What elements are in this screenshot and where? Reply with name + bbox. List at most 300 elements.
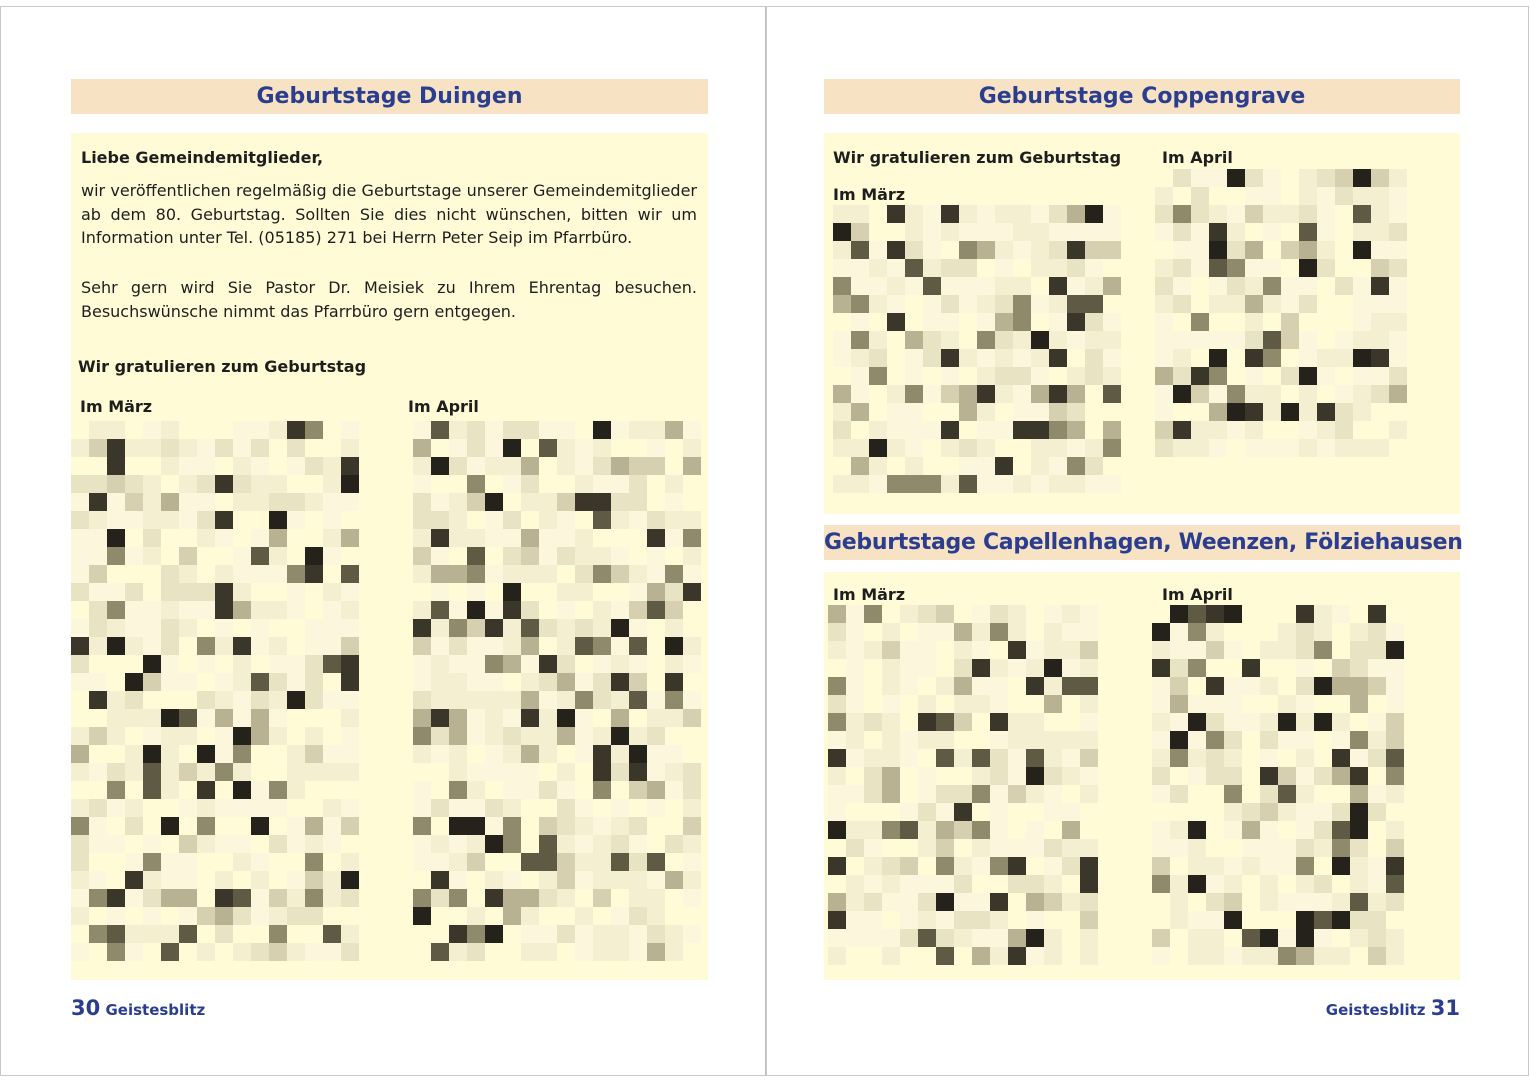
redaction-cell xyxy=(1281,313,1299,331)
redaction-cell xyxy=(251,835,269,853)
redaction-cell xyxy=(431,529,449,547)
redaction-cell xyxy=(521,511,539,529)
redaction-cell xyxy=(1188,623,1206,641)
redaction-cell xyxy=(972,911,990,929)
redaction-cell xyxy=(215,817,233,835)
redaction-cell xyxy=(269,727,287,745)
redaction-cell xyxy=(1263,205,1281,223)
redaction-cell xyxy=(323,781,341,799)
redaction-cell xyxy=(1067,331,1085,349)
redaction-cell xyxy=(215,907,233,925)
redaction-cell xyxy=(323,871,341,889)
redaction-cell xyxy=(71,889,89,907)
redaction-cell xyxy=(521,655,539,673)
redaction-cell xyxy=(71,421,89,439)
redaction-cell xyxy=(1389,187,1407,205)
redaction-cell xyxy=(161,673,179,691)
redaction-cell xyxy=(1332,785,1350,803)
redaction-cell xyxy=(977,331,995,349)
redaction-cell xyxy=(683,943,701,961)
redaction-cell xyxy=(954,605,972,623)
redaction-cell xyxy=(341,925,359,943)
redaction-cell xyxy=(665,871,683,889)
redaction-cell xyxy=(1044,911,1062,929)
redaction-cell xyxy=(1299,313,1317,331)
redaction-cell xyxy=(449,709,467,727)
redaction-cell xyxy=(107,889,125,907)
redaction-cell xyxy=(1026,785,1044,803)
redaction-cell xyxy=(1080,947,1098,965)
redaction-cell xyxy=(990,803,1008,821)
redaction-cell xyxy=(107,619,125,637)
redaction-cell xyxy=(1296,803,1314,821)
redaction-cell xyxy=(683,475,701,493)
redaction-cell xyxy=(449,547,467,565)
redaction-cell xyxy=(143,763,161,781)
redaction-cell xyxy=(233,619,251,637)
redaction-cell xyxy=(89,691,107,709)
redaction-cell xyxy=(305,889,323,907)
redaction-cell xyxy=(611,475,629,493)
redaction-cell xyxy=(611,691,629,709)
redaction-cell xyxy=(1296,659,1314,677)
redaction-cell xyxy=(251,871,269,889)
redaction-cell xyxy=(413,691,431,709)
redaction-cell xyxy=(1026,803,1044,821)
redaction-cell xyxy=(431,907,449,925)
redaction-cell xyxy=(71,673,89,691)
redaction-cell xyxy=(233,583,251,601)
redaction-cell xyxy=(71,637,89,655)
redaction-cell xyxy=(449,511,467,529)
redaction-cell xyxy=(1278,857,1296,875)
redaction-cell xyxy=(828,929,846,947)
redaction-cell xyxy=(1155,367,1173,385)
redaction-cell xyxy=(936,785,954,803)
redaction-cell xyxy=(995,259,1013,277)
redaction-cell xyxy=(521,943,539,961)
redaction-cell xyxy=(1386,677,1404,695)
redaction-cell xyxy=(828,947,846,965)
redaction-cell xyxy=(233,835,251,853)
redaction-cell xyxy=(305,709,323,727)
redaction-cell xyxy=(161,493,179,511)
redaction-cell xyxy=(1008,803,1026,821)
redaction-cell xyxy=(941,223,959,241)
redaction-cell xyxy=(869,421,887,439)
redaction-cell xyxy=(89,547,107,565)
redaction-cell xyxy=(1103,403,1121,421)
redaction-cell xyxy=(503,745,521,763)
redaction-cell xyxy=(233,889,251,907)
redaction-cell xyxy=(629,565,647,583)
redaction-cell xyxy=(846,929,864,947)
redaction-cell xyxy=(869,259,887,277)
redaction-cell xyxy=(1335,403,1353,421)
redaction-cell xyxy=(1386,731,1404,749)
redaction-cell xyxy=(1209,385,1227,403)
redaction-cell xyxy=(179,529,197,547)
redaction-cell xyxy=(1368,623,1386,641)
redaction-cell xyxy=(1296,911,1314,929)
redaction-cell xyxy=(215,853,233,871)
redaction-cell xyxy=(1281,241,1299,259)
redaction-cell xyxy=(828,695,846,713)
redaction-cell xyxy=(683,745,701,763)
redaction-cell xyxy=(882,785,900,803)
redaction-cell xyxy=(521,475,539,493)
redaction-cell xyxy=(305,655,323,673)
redaction-cell xyxy=(1013,367,1031,385)
redaction-cell xyxy=(197,889,215,907)
redaction-cell xyxy=(287,943,305,961)
redaction-cell xyxy=(125,709,143,727)
redaction-cell xyxy=(485,421,503,439)
redaction-cell xyxy=(1278,875,1296,893)
redaction-cell xyxy=(1044,857,1062,875)
redaction-cell xyxy=(449,583,467,601)
redaction-cell xyxy=(918,749,936,767)
redaction-cell xyxy=(287,529,305,547)
redaction-cell xyxy=(557,763,575,781)
redaction-cell xyxy=(611,601,629,619)
redaction-cell xyxy=(647,763,665,781)
redaction-cell xyxy=(449,475,467,493)
redacted-names-april xyxy=(413,421,701,966)
redaction-cell xyxy=(954,929,972,947)
redaction-cell xyxy=(539,601,557,619)
redaction-cell xyxy=(1085,421,1103,439)
redaction-cell xyxy=(1173,331,1191,349)
redaction-cell xyxy=(1227,259,1245,277)
redaction-cell xyxy=(485,889,503,907)
redaction-cell xyxy=(1350,821,1368,839)
redaction-cell xyxy=(977,475,995,493)
redaction-cell xyxy=(71,817,89,835)
redaction-cell xyxy=(1044,749,1062,767)
redaction-cell xyxy=(287,673,305,691)
redaction-cell xyxy=(882,875,900,893)
redaction-cell xyxy=(972,695,990,713)
redaction-cell xyxy=(287,835,305,853)
redaction-cell xyxy=(467,907,485,925)
redaction-cell xyxy=(611,421,629,439)
redaction-cell xyxy=(1152,911,1170,929)
redaction-cell xyxy=(1350,839,1368,857)
redaction-cell xyxy=(1335,439,1353,457)
redaction-cell xyxy=(900,749,918,767)
redaction-cell xyxy=(1260,713,1278,731)
redaction-cell xyxy=(431,781,449,799)
redaction-cell xyxy=(215,547,233,565)
redaction-cell xyxy=(900,821,918,839)
redaction-cell xyxy=(941,385,959,403)
redaction-cell xyxy=(179,547,197,565)
redaction-cell xyxy=(431,637,449,655)
redaction-cell xyxy=(1245,205,1263,223)
redaction-cell xyxy=(647,853,665,871)
redaction-cell xyxy=(1335,331,1353,349)
redaction-cell xyxy=(467,565,485,583)
redaction-cell xyxy=(557,673,575,691)
redaction-cell xyxy=(851,385,869,403)
redaction-cell xyxy=(1227,331,1245,349)
redaction-cell xyxy=(936,893,954,911)
redaction-cell xyxy=(864,731,882,749)
redaction-cell xyxy=(161,583,179,601)
redaction-cell xyxy=(1155,421,1173,439)
redaction-cell xyxy=(1044,641,1062,659)
redaction-cell xyxy=(269,889,287,907)
redaction-cell xyxy=(503,709,521,727)
redaction-cell xyxy=(1332,659,1350,677)
redaction-cell xyxy=(828,731,846,749)
redaction-cell xyxy=(125,511,143,529)
redaction-cell xyxy=(1278,947,1296,965)
redaction-cell xyxy=(1227,385,1245,403)
redaction-cell xyxy=(833,439,851,457)
redaction-cell xyxy=(977,313,995,331)
redaction-cell xyxy=(1242,911,1260,929)
redaction-cell xyxy=(647,817,665,835)
redaction-cell xyxy=(233,655,251,673)
redaction-cell xyxy=(900,677,918,695)
redaction-cell xyxy=(629,907,647,925)
redaction-cell xyxy=(1224,713,1242,731)
redaction-cell xyxy=(215,457,233,475)
redaction-cell xyxy=(305,619,323,637)
redaction-cell xyxy=(918,929,936,947)
redaction-cell xyxy=(1332,623,1350,641)
redaction-cell xyxy=(107,583,125,601)
redaction-cell xyxy=(1191,187,1209,205)
redaction-cell xyxy=(1044,947,1062,965)
redaction-cell xyxy=(161,475,179,493)
redaction-cell xyxy=(1350,623,1368,641)
redaction-cell xyxy=(977,385,995,403)
redaction-cell xyxy=(1103,205,1121,223)
redaction-cell xyxy=(1080,893,1098,911)
redaction-cell xyxy=(959,385,977,403)
redaction-cell xyxy=(323,655,341,673)
redaction-cell xyxy=(611,907,629,925)
redaction-cell xyxy=(1049,439,1067,457)
redaction-cell xyxy=(89,637,107,655)
redaction-cell xyxy=(990,767,1008,785)
redaction-cell xyxy=(990,731,1008,749)
redaction-cell xyxy=(287,763,305,781)
redaction-cell xyxy=(71,745,89,763)
redaction-cell xyxy=(887,259,905,277)
redaction-cell xyxy=(846,731,864,749)
redaction-cell xyxy=(918,767,936,785)
redaction-cell xyxy=(593,619,611,637)
redaction-cell xyxy=(954,785,972,803)
redaction-cell xyxy=(1031,385,1049,403)
redaction-cell xyxy=(71,565,89,583)
redaction-cell xyxy=(918,677,936,695)
redaction-cell xyxy=(1008,839,1026,857)
redaction-cell xyxy=(1278,605,1296,623)
redaction-cell xyxy=(1026,677,1044,695)
redaction-cell xyxy=(864,605,882,623)
redaction-cell xyxy=(990,947,1008,965)
redaction-cell xyxy=(1299,223,1317,241)
redaction-cell xyxy=(467,637,485,655)
redaction-cell xyxy=(1080,785,1098,803)
redaction-cell xyxy=(972,893,990,911)
redaction-cell xyxy=(1008,659,1026,677)
redaction-cell xyxy=(1170,731,1188,749)
redaction-cell xyxy=(1155,223,1173,241)
redaction-cell xyxy=(1170,857,1188,875)
redaction-cell xyxy=(341,673,359,691)
redaction-cell xyxy=(1389,331,1407,349)
redaction-cell xyxy=(1026,821,1044,839)
redacted-names-coppengrave-march xyxy=(833,205,1121,510)
redaction-cell xyxy=(629,745,647,763)
redaction-cell xyxy=(1173,187,1191,205)
redaction-cell xyxy=(900,893,918,911)
redaction-cell xyxy=(665,943,683,961)
redaction-cell xyxy=(89,493,107,511)
redaction-cell xyxy=(89,727,107,745)
redaction-cell xyxy=(251,727,269,745)
redaction-cell xyxy=(161,601,179,619)
redaction-cell xyxy=(1332,749,1350,767)
redaction-cell xyxy=(1314,767,1332,785)
redaction-cell xyxy=(1278,677,1296,695)
redaction-cell xyxy=(341,511,359,529)
redaction-cell xyxy=(1026,857,1044,875)
redaction-cell xyxy=(1242,821,1260,839)
redaction-cell xyxy=(557,709,575,727)
redaction-cell xyxy=(972,713,990,731)
redaction-cell xyxy=(1245,277,1263,295)
redaction-cell xyxy=(1067,439,1085,457)
title-coppengrave: Geburtstage Coppengrave xyxy=(824,79,1460,114)
redaction-cell xyxy=(995,367,1013,385)
redaction-cell xyxy=(251,547,269,565)
redaction-cell xyxy=(887,223,905,241)
redaction-cell xyxy=(431,493,449,511)
redaction-cell xyxy=(593,727,611,745)
redaction-cell xyxy=(1188,659,1206,677)
redaction-cell xyxy=(1353,241,1371,259)
redaction-cell xyxy=(923,223,941,241)
title-duingen: Geburtstage Duingen xyxy=(71,79,708,114)
redaction-cell xyxy=(305,475,323,493)
redaction-cell xyxy=(941,457,959,475)
redaction-cell xyxy=(1008,857,1026,875)
redaction-cell xyxy=(1188,767,1206,785)
redaction-cell xyxy=(1013,205,1031,223)
redaction-cell xyxy=(1170,659,1188,677)
redaction-cell xyxy=(882,659,900,677)
redaction-cell xyxy=(1245,367,1263,385)
redaction-cell xyxy=(1103,457,1121,475)
redaction-cell xyxy=(179,835,197,853)
redaction-cell xyxy=(1103,439,1121,457)
redaction-cell xyxy=(1227,367,1245,385)
redaction-cell xyxy=(647,511,665,529)
redaction-cell xyxy=(1389,295,1407,313)
redaction-cell xyxy=(485,943,503,961)
redaction-cell xyxy=(413,637,431,655)
redaction-cell xyxy=(1049,385,1067,403)
redaction-cell xyxy=(1332,911,1350,929)
redaction-cell xyxy=(882,929,900,947)
redaction-cell xyxy=(1296,929,1314,947)
redaction-cell xyxy=(611,457,629,475)
redaction-cell xyxy=(233,421,251,439)
redaction-cell xyxy=(887,349,905,367)
redaction-cell xyxy=(972,659,990,677)
redaction-cell xyxy=(179,817,197,835)
redaction-cell xyxy=(1191,367,1209,385)
redaction-cell xyxy=(1085,259,1103,277)
redaction-cell xyxy=(1281,439,1299,457)
redaction-cell xyxy=(683,673,701,691)
redaction-cell xyxy=(611,745,629,763)
redaction-cell xyxy=(936,857,954,875)
redaction-cell xyxy=(179,655,197,673)
redaction-cell xyxy=(539,637,557,655)
redaction-cell xyxy=(990,749,1008,767)
redaction-cell xyxy=(869,223,887,241)
redaction-cell xyxy=(485,583,503,601)
redaction-cell xyxy=(1350,803,1368,821)
redaction-cell xyxy=(1173,295,1191,313)
redaction-cell xyxy=(1260,659,1278,677)
redaction-cell xyxy=(1317,295,1335,313)
redaction-cell xyxy=(1332,767,1350,785)
redaction-cell xyxy=(941,331,959,349)
redaction-cell xyxy=(197,583,215,601)
redaction-cell xyxy=(1044,821,1062,839)
redaction-cell xyxy=(431,655,449,673)
redaction-cell xyxy=(197,781,215,799)
redaction-cell xyxy=(341,493,359,511)
redaction-cell xyxy=(287,619,305,637)
redaction-cell xyxy=(593,943,611,961)
redaction-cell xyxy=(1281,259,1299,277)
redaction-cell xyxy=(161,655,179,673)
redaction-cell xyxy=(269,943,287,961)
redaction-cell xyxy=(1317,223,1335,241)
redaction-cell xyxy=(215,691,233,709)
redaction-cell xyxy=(341,781,359,799)
redaction-cell xyxy=(269,907,287,925)
redaction-cell xyxy=(1281,169,1299,187)
redaction-cell xyxy=(629,655,647,673)
redaction-cell xyxy=(1332,695,1350,713)
redaction-cell xyxy=(179,925,197,943)
redaction-cell xyxy=(1317,187,1335,205)
redaction-cell xyxy=(323,925,341,943)
redaction-cell xyxy=(431,871,449,889)
redaction-cell xyxy=(1008,731,1026,749)
redaction-cell xyxy=(905,367,923,385)
redaction-cell xyxy=(954,803,972,821)
redaction-cell xyxy=(269,583,287,601)
redaction-cell xyxy=(179,691,197,709)
redaction-cell xyxy=(557,781,575,799)
redaction-cell xyxy=(413,439,431,457)
redaction-cell xyxy=(887,295,905,313)
footer-right xyxy=(1326,994,1460,1024)
redaction-cell xyxy=(215,637,233,655)
